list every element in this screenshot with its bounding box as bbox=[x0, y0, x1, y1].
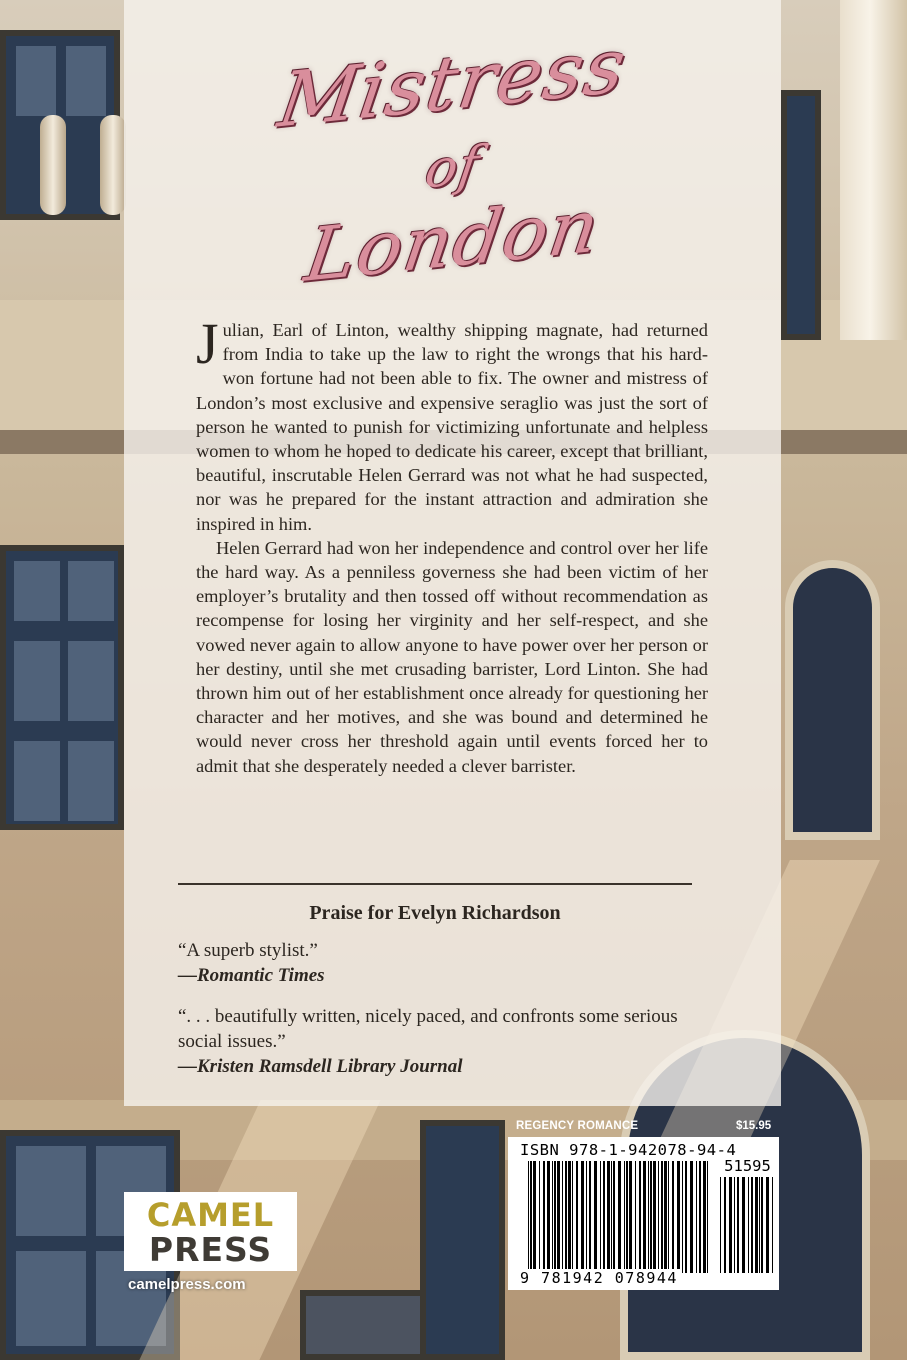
publisher-logo bbox=[124, 1192, 297, 1271]
barcode-bar bbox=[552, 1161, 553, 1273]
barcode-bar bbox=[772, 1177, 773, 1273]
quote-source: —Kristen Ramsdell Library Journal bbox=[178, 1056, 463, 1077]
title-line-1: Mistress bbox=[273, 20, 632, 145]
barcode-bar bbox=[677, 1161, 680, 1273]
divider-rule bbox=[178, 883, 692, 885]
barcode-bar bbox=[766, 1177, 769, 1273]
barcode-bar bbox=[696, 1161, 697, 1273]
barcode-bar bbox=[613, 1161, 615, 1273]
publisher-website: camelpress.com bbox=[128, 1276, 246, 1293]
barcode-bar bbox=[668, 1161, 669, 1273]
barcode-bar bbox=[533, 1161, 536, 1273]
barcode-bar bbox=[699, 1161, 701, 1273]
barcode-bar bbox=[761, 1177, 763, 1273]
blurb-paragraph-1 bbox=[196, 311, 708, 536]
quote-text: “. . . beautifully written, nicely paced, and confronts some serious social issues.” bbox=[178, 1006, 678, 1052]
price-label: $15.95 bbox=[736, 1120, 772, 1132]
barcode-bar bbox=[565, 1161, 567, 1273]
barcode-bar bbox=[724, 1177, 726, 1273]
barcode-bar bbox=[707, 1161, 708, 1273]
barcode-bar bbox=[658, 1161, 659, 1273]
title-line-3: London bbox=[299, 183, 606, 299]
barcode-bar bbox=[751, 1177, 753, 1273]
barcode-bar bbox=[547, 1161, 550, 1273]
barcode-bar bbox=[759, 1177, 760, 1273]
barcode-bar bbox=[581, 1161, 584, 1273]
barcode-bar bbox=[624, 1161, 625, 1273]
barcode-bar bbox=[648, 1161, 649, 1273]
drop-cap: J bbox=[196, 311, 219, 376]
barcode-bar bbox=[603, 1161, 605, 1273]
blurb-paragraph-1-text: ulian, Earl of Linton, wealthy shipping magnate, had returned from India to take up the law to right the wrongs that his hard-won fortune had not been able to fix. The owner and mistress of London’s most exclusive and expensive seraglio was just the sort of person he wanted to punish for victimizing unfortunate and helpless women to whom he hoped to dedicate his career, except that brilliant, beautiful, inscrutable Helen Gerrard was not what he had suspected, nor was he prepared for the instant attraction and admiration she inspired in him. bbox=[196, 320, 708, 534]
barcode-bar bbox=[742, 1177, 745, 1273]
barcode-bar bbox=[690, 1161, 693, 1273]
isbn-barcode bbox=[508, 1137, 779, 1290]
barcode-bar bbox=[600, 1161, 601, 1273]
barcode-bar bbox=[576, 1161, 578, 1273]
barcode-bar bbox=[572, 1161, 573, 1273]
barcode-bar bbox=[734, 1177, 735, 1273]
barcode-addon-bars bbox=[720, 1177, 775, 1273]
barcode-bar bbox=[729, 1177, 732, 1273]
review-quote bbox=[178, 938, 698, 988]
isbn-number: ISBN 978-1-942078-94-4 bbox=[520, 1141, 737, 1159]
barcode-bar bbox=[611, 1161, 612, 1273]
barcode-bar bbox=[720, 1177, 721, 1273]
barcode-bar bbox=[528, 1161, 529, 1273]
barcode-bar bbox=[737, 1177, 739, 1273]
barcode-bar bbox=[530, 1161, 532, 1273]
barcode-bar bbox=[661, 1161, 663, 1273]
quote-text: “A superb stylist.” bbox=[178, 940, 318, 961]
barcode-bar bbox=[639, 1161, 641, 1273]
barcode-bar bbox=[539, 1161, 540, 1273]
barcode-bar bbox=[554, 1161, 556, 1273]
book-title bbox=[124, 20, 781, 299]
barcode-bar bbox=[664, 1161, 667, 1273]
barcode-bar bbox=[607, 1161, 610, 1273]
barcode-bar bbox=[562, 1161, 563, 1273]
barcode-bar bbox=[543, 1161, 545, 1273]
blurb-paragraph-2: Helen Gerrard had won her independence and control over her life the hard way. As a penniless governess she had been victim of her employer’s brutality and then tossed off without recommendation as recompense for losing her virginity and her self-respect, and she vowed never again to allow anyone to have power over her person or her destiny, until she met crusading barrister, Lord Linton. She had thrown him out of her establishment once already for questioning her character and her motives, and she was bound and determined he would never cross her threshold again until events forced her to admit that she desperately needed a clever barrister. bbox=[196, 537, 708, 776]
barcode-bar bbox=[703, 1161, 706, 1273]
barcode-bar bbox=[682, 1161, 683, 1273]
barcode-bar bbox=[629, 1161, 632, 1273]
barcode-bar bbox=[594, 1161, 597, 1273]
barcode-bar bbox=[643, 1161, 646, 1273]
review-quote bbox=[178, 1004, 698, 1079]
logo-line-1: CAMEL bbox=[146, 1196, 275, 1234]
barcode-bar bbox=[650, 1161, 652, 1273]
barcode-bar bbox=[685, 1161, 687, 1273]
barcode-bar bbox=[586, 1161, 587, 1273]
logo-line-2: PRESS bbox=[148, 1230, 273, 1269]
barcode-bar bbox=[755, 1177, 758, 1273]
barcode-bar bbox=[626, 1161, 628, 1273]
book-blurb bbox=[196, 311, 708, 778]
barcode-bar bbox=[653, 1161, 656, 1273]
barcode-main-bars bbox=[528, 1161, 710, 1273]
barcode-addon-number: 51595 bbox=[724, 1157, 771, 1175]
barcode-bar bbox=[589, 1161, 591, 1273]
barcode-bar bbox=[618, 1161, 621, 1273]
praise-heading: Praise for Evelyn Richardson bbox=[309, 902, 561, 924]
barcode-bar bbox=[748, 1177, 749, 1273]
title-line-2: of bbox=[421, 135, 484, 201]
ean-number: 9 781942 078944 bbox=[520, 1269, 678, 1287]
barcode-bar bbox=[557, 1161, 560, 1273]
quote-source: —Romantic Times bbox=[178, 965, 325, 986]
genre-label: REGENCY ROMANCE bbox=[516, 1120, 639, 1132]
barcode-bar bbox=[568, 1161, 571, 1273]
barcode-bar bbox=[672, 1161, 674, 1273]
barcode-bar bbox=[635, 1161, 636, 1273]
